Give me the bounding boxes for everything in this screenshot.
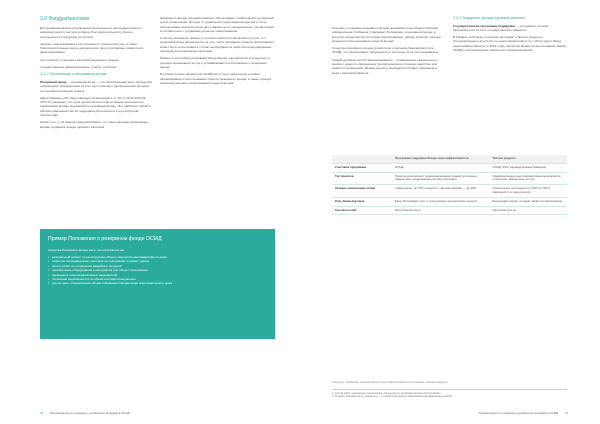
page-number: 32 xyxy=(40,411,44,415)
footer-text: Рекомендации по созданию и управлению фондами в ОСМД xyxy=(49,411,130,415)
table-cell: Тип проектов xyxy=(332,172,392,185)
list-item: • проведение энергоэффективных мероприятий xyxy=(48,273,267,277)
subsection-title: 3.3.1 Организация и реализация фонда xyxy=(40,72,107,77)
left-footer xyxy=(40,411,129,415)
paragraph: Кроме того, п. 16 Закона предусматривает, что общественная организация вправе создавать фонды целевого капитала. xyxy=(40,120,148,129)
table-cell: Индивидуальные энергоэффективные мероприятия (утепление, замена окон, котлы) xyxy=(489,172,567,185)
table-cell: Участники программы xyxy=(332,163,392,172)
bullet-item: государственное финансирование, гранты, субсидии xyxy=(40,65,117,70)
table-cell: Ссылка на сайт xyxy=(332,206,392,215)
footnote-divider xyxy=(332,389,567,390)
comparison-table xyxy=(332,155,567,215)
right-page xyxy=(300,0,600,424)
right-column-1 xyxy=(332,26,444,78)
table-cell: Компенсация тела кредита от 20% до 70% в зависимости от мероприятия xyxy=(489,185,567,198)
bullet-item: частные пожертвования и поступления от физических лиц, а также благотворительные взносы юридических лиц и программы совместного финансирования xyxy=(40,41,144,55)
left-column-2 xyxy=(160,16,275,88)
paragraph: Решение о создании резервного фонда принимается на общем собрании совладельцев. Собрание утверждает Положение о резервном фонде, в котором определяются источники формирования, размер взносов, порядок хранения и использования средств фонда. xyxy=(332,26,441,43)
bold-term: Государственная программа поддержки xyxy=(453,23,515,28)
table-cell: ОСМД, ЖСК, индивидуальные заёмщики xyxy=(489,163,567,172)
paragraph: Отличие резервного фонда от целевого капитала заключается в том, что резервный фонд формируется за счёт части свободных средств организации и может быть использован в случае необходимости покрытия непредвиденных расходов или реализации программ. xyxy=(160,36,275,54)
bullet-item: поступления от целевого капитала (эндаумент-фонда) xyxy=(40,57,119,62)
table-link-cell[interactable]: https://saee.gov.ua xyxy=(489,206,567,215)
example-box-title: Пример Положения о резервном фонде ОСМД xyxy=(48,236,162,242)
right-footer xyxy=(479,411,568,415)
table-caption: Таблица 1. Сравнение программ Фонда энергоэффективности и программы «Тёплые кредиты» xyxy=(332,381,448,384)
list-item: • другие цели, определённые общим собранием совладельцев многоквартирного дома xyxy=(48,281,267,285)
paragraph: Самый удобный способ финансирования — установление ежемесячного взноса с каждого совладельца пропорционально площади квартиры или нежилого помещения. Размер взноса утверждается общим собранием и может пересматриваться. xyxy=(332,57,438,75)
table-cell: Проекты комплексной термомодернизации зданий (утепление, замена окон, модернизация систем отопления) xyxy=(392,172,489,185)
list-item: • покрытие непредвиденных расходов на содержание и ремонт здания xyxy=(48,259,267,263)
table-row xyxy=(332,197,567,206)
paragraph: Средства резервного фонда хранятся на отдельном банковском счёте ОСМД, что обеспечивает прозрачность и контроль за их использованием. xyxy=(332,46,439,55)
paragraph: Размер отчислений в резервный фонд обычно определяется в процентах от доходов организации за год и устанавливается в Положении о резервном фонде. xyxy=(160,56,271,69)
example-box-intro: Средства Резервного фонда могут использоваться на: xyxy=(48,247,125,252)
table-cell: Уровень компенсации затрат xyxy=(332,185,392,198)
page-number: 33 xyxy=(564,411,568,415)
table-cell: Банк обслуживает счёт и осуществляет перечисление средств xyxy=(392,197,489,206)
table-row xyxy=(332,172,567,185)
paragraph: В учредительных документах ОСМД могут быть закреплены условия формирования и использования средств резервного фонда, а также порядок принятия решений о расходовании средств фонда. xyxy=(160,72,272,85)
example-box-list xyxy=(48,255,267,286)
section-title: 3.0 Фандрайзинговая xyxy=(40,16,90,22)
left-column-1 xyxy=(40,16,152,132)
table-header-cell xyxy=(332,155,392,163)
table-row xyxy=(332,206,567,215)
footer-text: Рекомендации по созданию и управлению фондами в ОСМД xyxy=(478,411,559,415)
subsection-title: 3.3.2 Эндаумент-фонды (целевой капитал) xyxy=(453,16,525,20)
paragraph-text: — резервный фонд — это обособленная часть имущества организации, формируемая за счёт поступлений и распределения доходов на основании решения Совета. xyxy=(40,79,152,93)
list-item: • погашение задолженности по обязательствам объединения xyxy=(48,277,267,281)
footnotes xyxy=(332,392,567,399)
list-item: • приобретение оборудования и материалов для общего пользования xyxy=(48,268,267,272)
table-cell: «Энергодом»: до 70% стоимости; «Легкий» вариант — до 40% xyxy=(392,185,489,198)
table-link-cell[interactable]: https://eefund.org.ua xyxy=(392,206,489,215)
table-cell: ОСМД xyxy=(392,163,489,172)
paragraph xyxy=(453,24,567,33)
paragraph: Закон Украины «Об общественных организациях» ст. 20 от 22.03.2012 № 4572-VI указывает, что «для целей обеспечения уставной деятельности организация вправе формировать резервный фонд». Это наиболее гибкий и распространённый способ поддержки деятельности в долгосрочной перспективе. xyxy=(40,95,151,118)
example-box xyxy=(40,229,275,339)
bold-term: Резервный фонд xyxy=(40,79,67,84)
right-column-2 xyxy=(453,16,567,55)
table-row xyxy=(332,163,567,172)
list-item: • капитальный ремонт и реконструкцию общего имущества многоквартирного дома xyxy=(48,255,267,259)
list-item: • оплату работ по устранению аварийных ситуаций xyxy=(48,264,267,268)
paragraph xyxy=(40,80,152,93)
paragraph: Эндаумент-фонды (целевой капитал) обеспечивают стабильный и устойчивый доход организации. Доходы от управления средствами фонда могут быть использованы исключительно на уставные цели, определённые учредителями, в соответствии с условиями договора пожертвования. xyxy=(160,16,275,33)
footnote: 1. Состав работ, подлежащих компенсации, определяется условиями конкретной программы. xyxy=(332,392,442,395)
table-row xyxy=(332,185,567,198)
table-cell: Роль банка-партнера xyxy=(332,197,392,206)
paragraph-text: — программа, которая финансируется за счёт государственного бюджета. xyxy=(453,23,549,32)
paragraph: В Украине действуют несколько программ: «Теплые кредиты» (Государственное агентство по энергоэффективности, с 2014 года) и Фонд энергоэффективности (с 2019 года). Средства выдаются на основании заявки ОСМД и подтверждения совместного финансирования. xyxy=(453,35,566,53)
intro-paragraph: Для финансирования и проведения деятельности негосударственного некоммерческого сектора в сфере благотворительности обычно используются следующие источники: xyxy=(40,26,142,39)
table-header-row xyxy=(332,155,567,163)
table-header-cell: Теплые кредиты xyxy=(489,155,567,163)
table-header-cell: Программа поддержки Фонда энергоэффективности xyxy=(392,155,489,163)
footnote: 2. Условия программ могут изменяться — уточняйте актуальную информацию на официальных сайтах. xyxy=(332,395,454,399)
table-cell: Банк выдаёт кредит и подаёт заявку на компенсацию xyxy=(489,197,567,206)
